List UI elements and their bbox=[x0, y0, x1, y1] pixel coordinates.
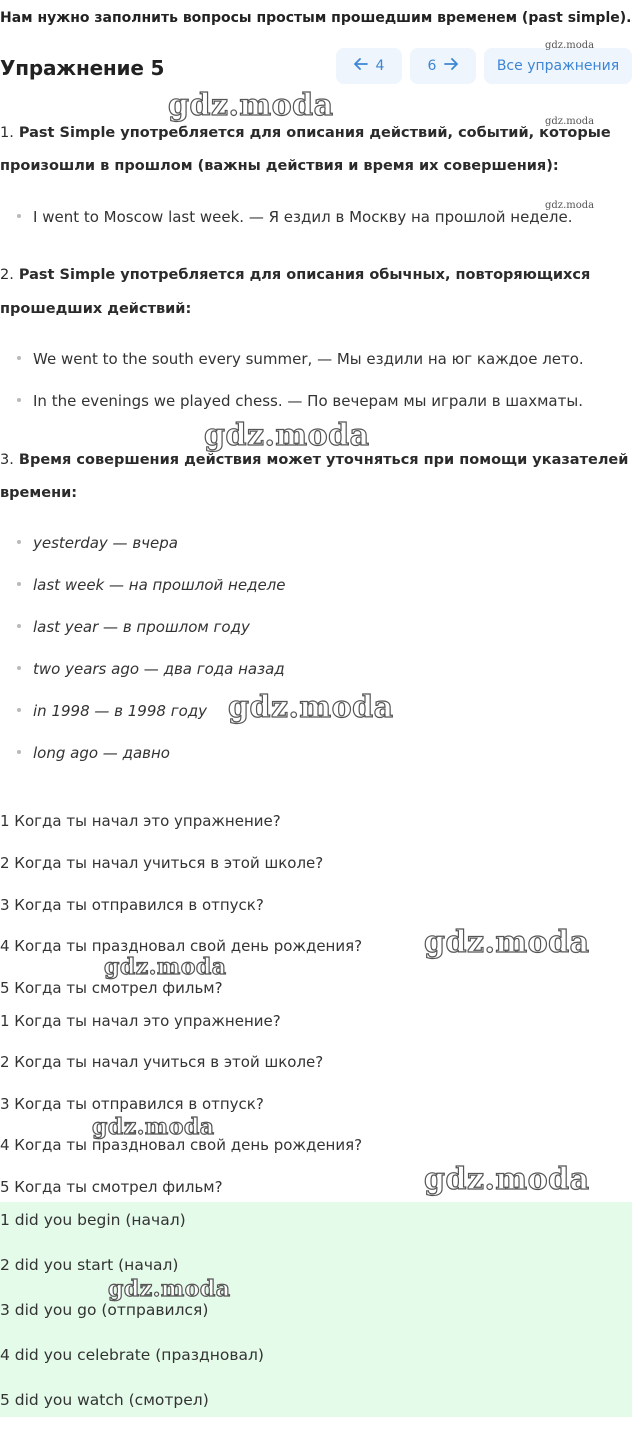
list-item: two years ago — два года назад bbox=[17, 660, 285, 678]
list-item: last week — на прошлой неделе bbox=[17, 576, 286, 594]
watermark: gdz.moda bbox=[108, 1276, 231, 1302]
watermark-small: gdz.moda bbox=[545, 116, 595, 127]
next-exercise-label: 6 bbox=[427, 58, 437, 74]
answer-item: 5 did you watch (смотрел) bbox=[0, 1391, 209, 1409]
intro-text: Нам нужно заполнить вопросы простым прошедшим временем (past simple). bbox=[0, 10, 632, 26]
list-item: yesterday — вчера bbox=[17, 534, 178, 552]
all-exercises-button[interactable] bbox=[484, 48, 632, 84]
next-exercise-button[interactable] bbox=[410, 48, 476, 84]
question-item: 5 Когда ты смотрел фильм? bbox=[0, 979, 223, 997]
rule-1-heading bbox=[0, 125, 611, 141]
question-item: 1 Когда ты начал это упражнение? bbox=[0, 1012, 281, 1030]
watermark: gdz.moda bbox=[424, 1162, 590, 1197]
rule-3-heading-cont: времени: bbox=[0, 485, 78, 501]
watermark: gdz.moda bbox=[424, 925, 590, 960]
rule-number: 3. bbox=[0, 452, 14, 468]
all-exercises-label: Все упражнения bbox=[496, 58, 620, 74]
rule-2-heading bbox=[0, 267, 590, 283]
question-item: 1 Когда ты начал это упражнение? bbox=[0, 812, 281, 830]
list-item: last year — в прошлом году bbox=[17, 618, 250, 636]
prev-exercise-button[interactable] bbox=[336, 48, 402, 84]
list-item: We went to the south every summer, — Мы ездили на юг каждое лето. bbox=[17, 350, 584, 368]
prev-exercise-label: 4 bbox=[375, 58, 385, 74]
rule-text: Время совершения действия может уточняться при помощи указателей bbox=[18, 452, 629, 468]
watermark: gdz.moda bbox=[228, 690, 394, 725]
watermark: gdz.moda bbox=[92, 1114, 215, 1140]
question-item: 5 Когда ты смотрел фильм? bbox=[0, 1178, 223, 1196]
watermark: gdz.moda bbox=[104, 954, 227, 980]
rule-1-heading-cont: произошли в прошлом (важны действия и время их совершения): bbox=[0, 158, 559, 174]
watermark: gdz.moda bbox=[168, 88, 334, 123]
question-item: 2 Когда ты начал учиться в этой школе? bbox=[0, 1053, 324, 1071]
rule-3-heading bbox=[0, 452, 628, 468]
rule-number: 1. bbox=[0, 125, 14, 141]
list-item: long ago — давно bbox=[17, 744, 170, 762]
watermark-small: gdz.moda bbox=[545, 200, 595, 211]
rule-text: Past Simple употребляется для описания действий, событий, которые bbox=[18, 125, 611, 141]
answer-item: 3 did you go (отправился) bbox=[0, 1301, 209, 1319]
question-item: 4 Когда ты праздновал свой день рождения? bbox=[0, 937, 363, 955]
arrow-right-icon bbox=[444, 58, 458, 74]
rule-number: 2. bbox=[0, 267, 14, 283]
rule-text: Past Simple употребляется для описания обычных, повторяющихся bbox=[18, 267, 591, 283]
watermark-small: gdz.moda bbox=[545, 40, 595, 51]
list-item: In the evenings we played chess. — По вечерам мы играли в шахматы. bbox=[17, 392, 583, 410]
question-item: 4 Когда ты праздновал свой день рождения? bbox=[0, 1136, 363, 1154]
question-item: 3 Когда ты отправился в отпуск? bbox=[0, 896, 264, 914]
question-item: 3 Когда ты отправился в отпуск? bbox=[0, 1095, 264, 1113]
list-item: in 1998 — в 1998 году bbox=[17, 702, 207, 720]
answer-item: 2 did you start (начал) bbox=[0, 1256, 179, 1274]
question-item: 2 Когда ты начал учиться в этой школе? bbox=[0, 854, 324, 872]
rule-2-heading-cont: прошедших действий: bbox=[0, 301, 192, 317]
answer-item: 1 did you begin (начал) bbox=[0, 1211, 186, 1229]
answer-box bbox=[0, 1202, 632, 1417]
watermark: gdz.moda bbox=[204, 418, 370, 453]
arrow-left-icon bbox=[354, 58, 368, 74]
answer-item: 4 did you celebrate (праздновал) bbox=[0, 1346, 264, 1364]
list-item: I went to Moscow last week. — Я ездил в Москву на прошлой неделе. bbox=[17, 208, 573, 226]
page-title: Упражнение 5 bbox=[0, 56, 165, 80]
